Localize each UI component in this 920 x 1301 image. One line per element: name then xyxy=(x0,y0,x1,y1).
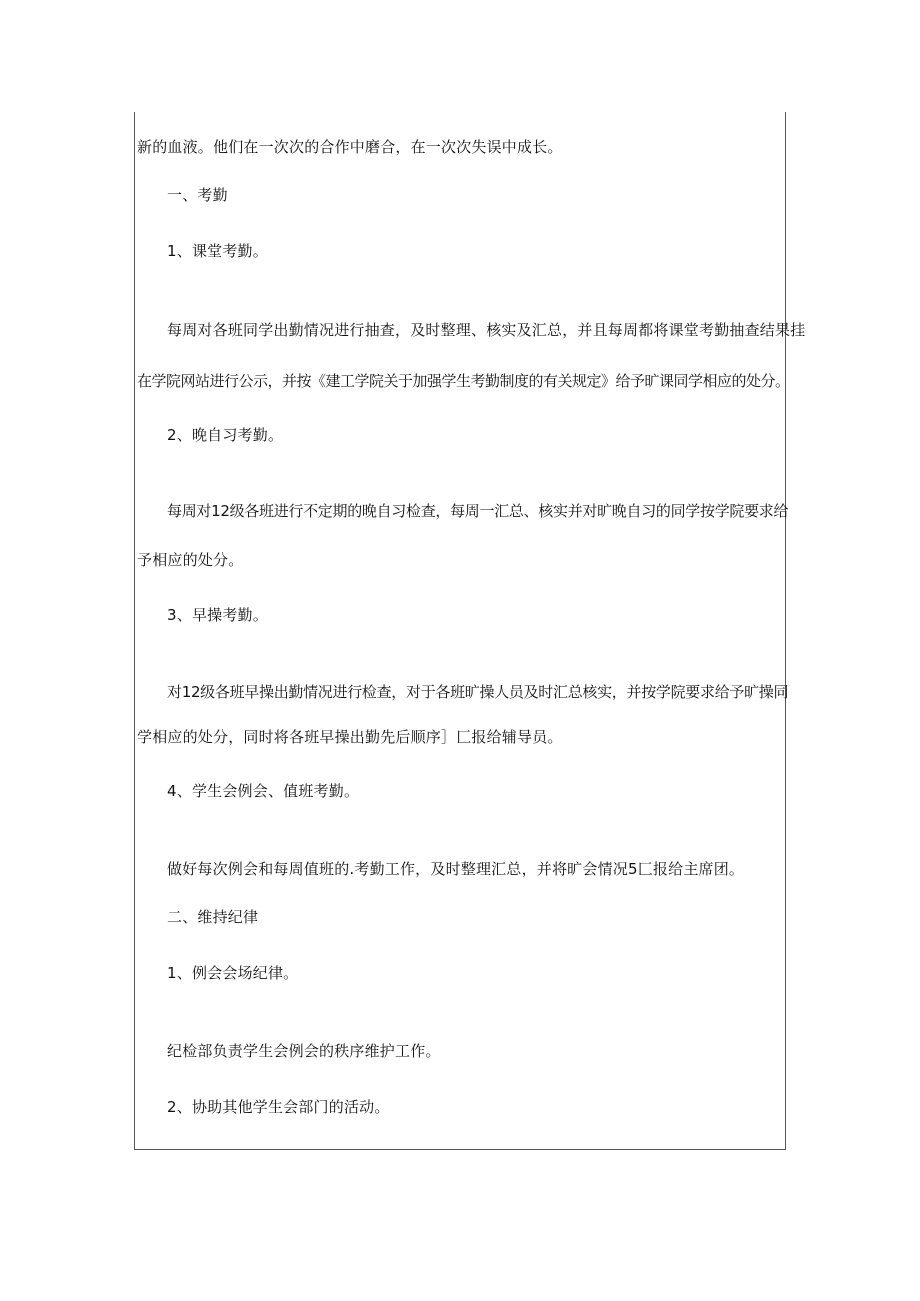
paragraph-meeting-discipline: 纪检部负责学生会例会的秩序维护工作。 xyxy=(167,1042,441,1060)
section-heading-discipline: 二、维持纪律 xyxy=(167,908,259,926)
subheading-meeting-discipline: 1、例会会场纪律。 xyxy=(167,964,299,982)
document-frame xyxy=(134,112,789,1150)
paragraph-class-attendance-1: 每周对各班同学出勤情况进行抽查，及时整理、核实及汇总，并且每周都将课堂考勤抽查结果挂 xyxy=(167,321,806,339)
paragraph-meeting-duty: 做好每次例会和每周值班的.考勤工作，及时整理汇总，并将旷会情况5匚报给主席团。 xyxy=(167,860,745,878)
paragraph-class-attendance-2: 在学院网站进行公示，并按《建工学院关于加强学生考勤制度的有关规定》给予旷课同学相应的处分。 xyxy=(137,372,790,390)
subheading-class-attendance: 1、课堂考勤。 xyxy=(167,242,268,260)
subheading-meeting-duty: 4、学生会例会、值班考勤。 xyxy=(167,782,360,800)
paragraph-evening-study-1: 每周对12级各班进行不定期的晚自习检查，每周一汇总、核实并对旷晚自习的同学按学院要求给 xyxy=(167,502,789,520)
paragraph-evening-study-2: 予相应的处分。 xyxy=(137,551,244,569)
subheading-assist-activities: 2、协助其他学生会部门的活动。 xyxy=(167,1098,390,1116)
paragraph-morning-exercise-1: 对12级各班早操出勤情况进行检查，对于各班旷操人员及时汇总核实，并按学院要求给予旷操同 xyxy=(167,683,789,701)
text-line-continuation: 新的血液。他们在一次次的合作中磨合，在一次次失误中成长。 xyxy=(137,138,563,156)
paragraph-morning-exercise-2: 学相应的处分，同时将各班早操出勤先后顺序］匚报给辅导员。 xyxy=(137,728,563,746)
section-heading-attendance: 一、考勤 xyxy=(167,186,228,204)
subheading-evening-study: 2、晚自习考勤。 xyxy=(167,426,284,444)
subheading-morning-exercise: 3、早操考勤。 xyxy=(167,606,268,624)
